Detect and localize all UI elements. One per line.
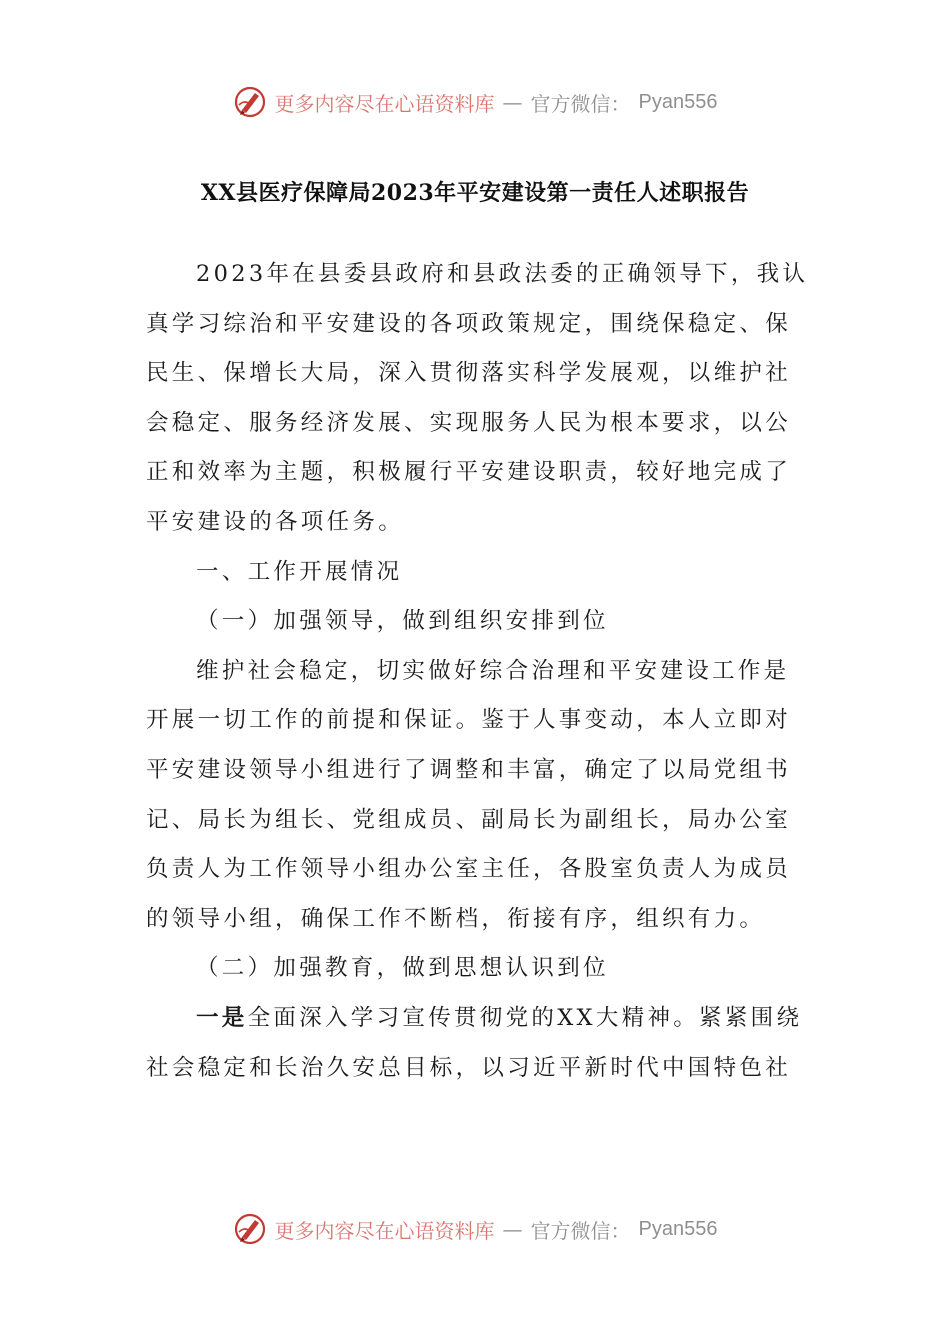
body-line [146,349,796,399]
body-line [146,300,796,350]
body-line [146,647,796,697]
body-line-text: 2023年在县委县政府和县政法委的正确领导下，我认 [196,261,809,287]
body-line-text: 全面深入学习宣传贯彻党的XX大精神。紧紧围绕 [247,1004,803,1031]
header-watermark [0,82,950,122]
body-line-text: 正和效率为主题，积极履行平安建设职责，较好地完成了 [146,459,792,486]
body-line-text: 负责人为工作领导小组办公室主任，各股室负责人为成员 [146,856,792,883]
body-line-text: 一、工作开展情况 [196,558,403,585]
watermark-text: 更多内容尽在心语资料库 [274,1218,495,1243]
body-line-text: 维护社会稳定，切实做好综合治理和平安建设工作是 [196,657,790,684]
body-line [146,498,796,548]
document-body [146,250,809,1093]
watermark-dash: — [502,1217,523,1241]
body-line [146,399,796,449]
pen-logo-icon [233,1212,267,1246]
body-line [146,250,809,300]
body-line [146,845,796,895]
body-line [146,597,796,647]
body-line [146,1044,796,1094]
body-line-text: （一）加强领导，做到组织安排到位 [196,608,609,635]
body-line [146,548,796,598]
body-line-text: 开展一切工作的前提和保证。鉴于人事变动，本人立即对 [146,707,792,734]
body-line-text: 记、局长为组长、党组成员、副局长为副组长，局办公室 [146,806,792,833]
body-line-text: 真学习综治和平安建设的各项政策规定，围绕保稳定、保 [146,310,792,337]
body-line [146,796,796,846]
body-line-text: 平安建设领导小组进行了调整和丰富，确定了以局党组书 [146,756,792,783]
watermark-suffix: 官方微信： [530,1218,631,1243]
body-line [146,944,796,994]
body-line-emphasis: 一是 [196,1004,248,1031]
body-line [146,994,803,1044]
footer-watermark [0,1209,950,1249]
body-line [146,895,796,945]
watermark-wechat-id: Pyan556 [638,90,718,113]
watermark-text: 更多内容尽在心语资料库 [274,91,495,116]
body-line [146,696,796,746]
watermark-suffix: 官方微信： [530,91,631,116]
body-line [146,448,796,498]
body-line-text: 会稳定、服务经济发展、实现服务人民为根本要求，以公 [146,409,792,436]
body-line [146,746,796,796]
watermark-dash: — [502,90,523,114]
body-line-text: 民生、保增长大局，深入贯彻落实科学发展观，以维护社 [146,360,792,387]
document-title: XX县医疗保障局2023年平安建设第一责任人述职报告 [200,180,750,206]
body-line-text: 的领导小组，确保工作不断档，衔接有序，组织有力。 [146,905,766,932]
body-line-text: （二）加强教育，做到思想认识到位 [196,955,609,982]
watermark-wechat-id: Pyan556 [638,1217,718,1240]
body-line-text: 社会稳定和长治久安总目标，以习近平新时代中国特色社 [146,1054,792,1081]
body-line-text: 平安建设的各项任务。 [146,508,405,535]
pen-logo-icon [233,85,267,119]
